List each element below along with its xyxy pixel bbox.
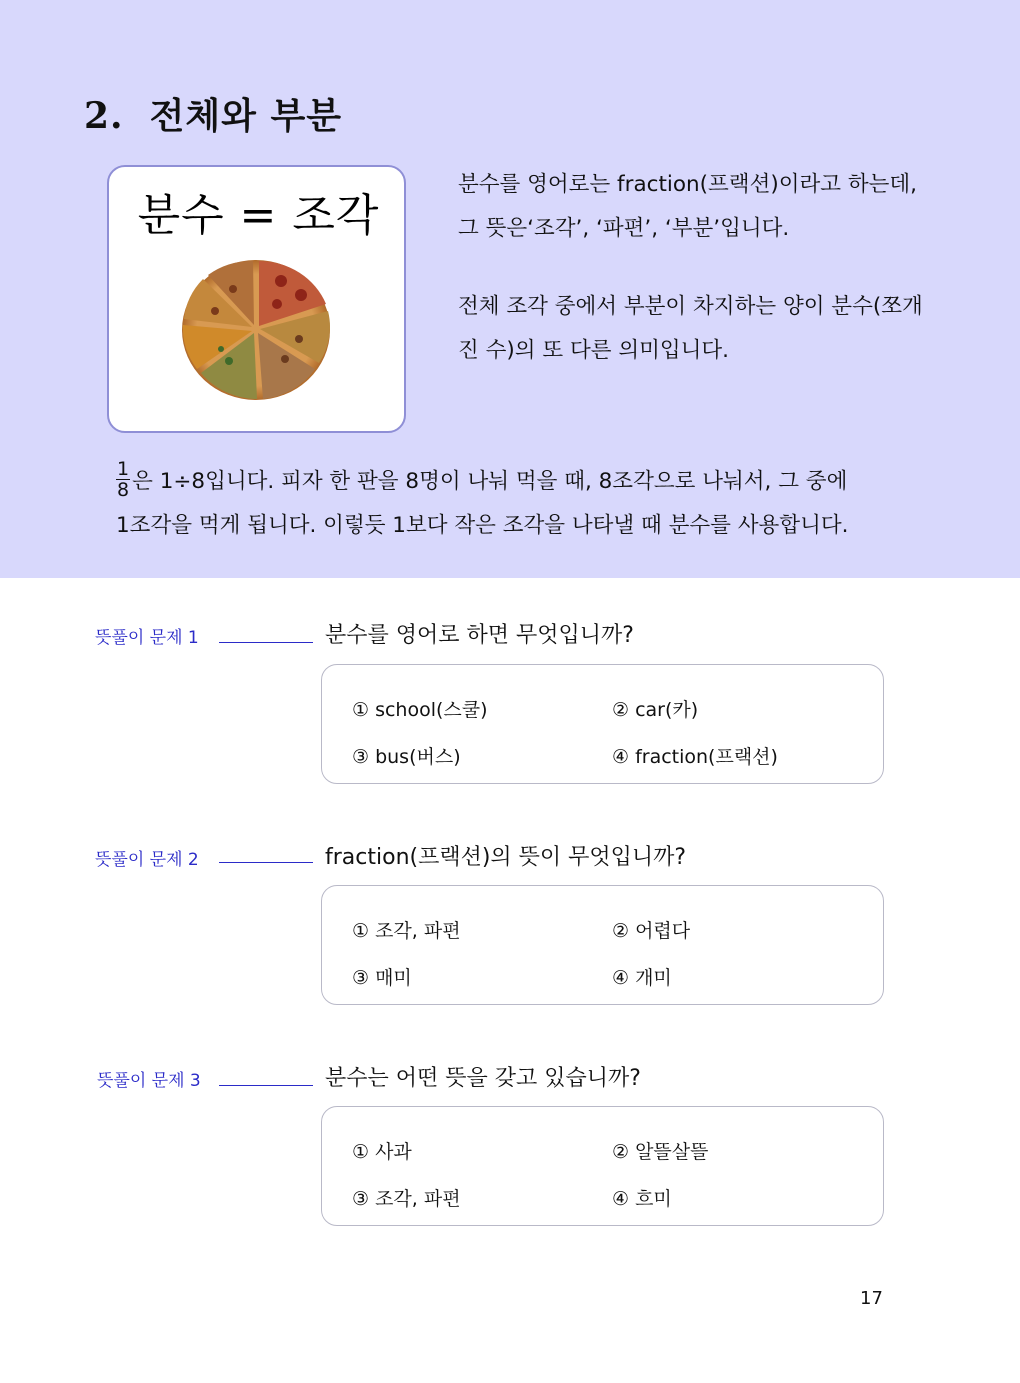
q3-option-1[interactable]: ① 사과 (352, 1141, 412, 1163)
q1-option-2[interactable]: ② car(카) (612, 699, 699, 721)
section-number: 2. (84, 95, 124, 137)
answer-blank-2[interactable] (219, 862, 313, 863)
question-1-options (321, 664, 884, 784)
explanation-line-2: 1조각을 먹게 됩니다. 이렇듯 1보다 작은 조각을 나타낼 때 분수를 사용합니다. (116, 513, 849, 538)
explanation-line-1 (116, 457, 906, 504)
question-1-text: 분수를 영어로 하면 무엇입니까? (325, 623, 634, 648)
fraction-one-eighth (116, 459, 130, 500)
fraction-explanation (116, 457, 906, 548)
pizza-image (181, 259, 331, 401)
intro-paragraph-2: 전체 조각 중에서 부분이 차지하는 양이 분수(쪼개진 수)의 또 다른 의미입니다. (458, 294, 923, 363)
q1-option-1[interactable]: ① school(스쿨) (352, 699, 488, 721)
q2-option-3[interactable]: ③ 매미 (352, 967, 412, 989)
q1-option-3[interactable]: ③ bus(버스) (352, 746, 461, 768)
question-3-text: 분수는 어떤 뜻을 갖고 있습니까? (325, 1066, 641, 1091)
q2-option-2[interactable]: ② 어렵다 (612, 920, 691, 942)
q2-option-4[interactable]: ④ 개미 (612, 967, 672, 989)
page-number: 17 (860, 1288, 883, 1309)
section-title (84, 88, 342, 139)
question-3-options (321, 1106, 884, 1226)
fraction-card (107, 165, 406, 433)
fraction-numerator: 1 (117, 457, 130, 480)
explanation-line-1-text: 은 1÷8입니다. 피자 한 판을 8명이 나눠 먹을 때, 8조각으로 나눠서, 그 중에 (132, 469, 848, 494)
section-title-text: 전체와 부분 (149, 95, 343, 137)
question-2-options (321, 885, 884, 1005)
q3-option-3[interactable]: ③ 조각, 파편 (352, 1188, 461, 1210)
intro-paragraph-1: 분수를 영어로는 fraction(프랙션)이라고 하는데, 그 뜻은‘조각’, ‘파편’, ‘부분’입니다. (458, 172, 918, 241)
answer-blank-1[interactable] (219, 642, 313, 643)
q1-option-4[interactable]: ④ fraction(프랙션) (612, 746, 778, 768)
q2-option-1[interactable]: ① 조각, 파편 (352, 920, 461, 942)
question-1-label: 뜻풀이 문제 1 (95, 628, 199, 648)
question-3-label: 뜻풀이 문제 3 (97, 1071, 201, 1091)
q3-option-4[interactable]: ④ 흐미 (612, 1188, 672, 1210)
fraction-denominator: 8 (117, 478, 130, 501)
question-2-label: 뜻풀이 문제 2 (95, 850, 199, 870)
answer-blank-3[interactable] (219, 1085, 313, 1086)
card-title: 분수 = 조각 (137, 190, 380, 241)
question-2-text: fraction(프랙션)의 뜻이 무엇입니까? (325, 845, 687, 870)
q3-option-2[interactable]: ② 알뜰살뜰 (612, 1141, 709, 1163)
